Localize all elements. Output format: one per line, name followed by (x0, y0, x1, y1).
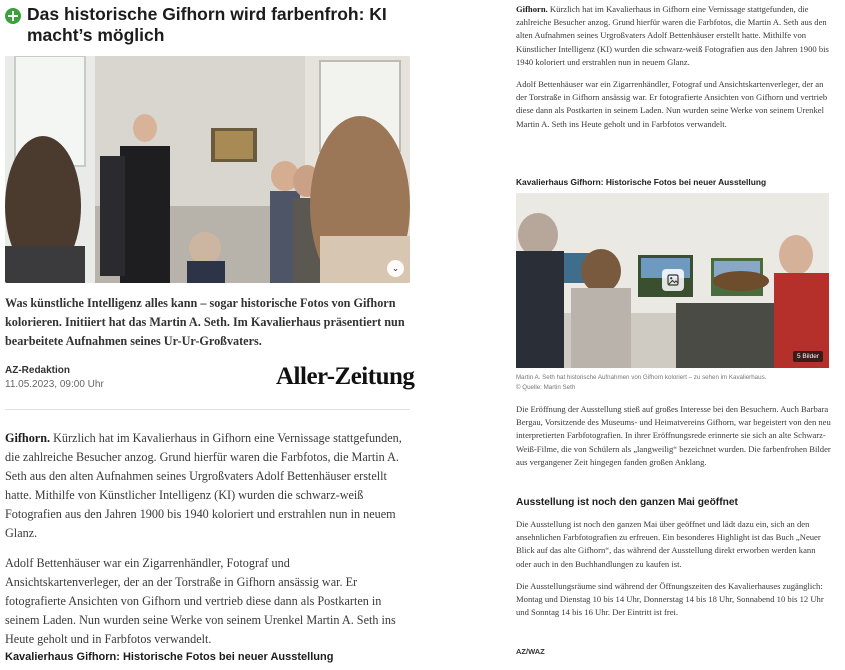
subheading-2: Ausstellung ist noch den ganzen Mai geöffnet (516, 497, 738, 508)
subheading-1: Kavalierhaus Gifhorn: Historische Fotos bei neuer Ausstellung (5, 651, 334, 663)
article-headline: Das historische Gifhorn wird farbenfroh: KI macht’s möglich (27, 4, 387, 45)
photo-caption (516, 373, 831, 392)
paragraph-5: Die Ausstellungsräume sind während der Öffnungszeiten des Kavalierhauses zugänglich: Montag und Dienstag 10 bis 14 Uhr, Donnerstag 14 bis 18 Uhr, Sonnabend 10 bis 12 Uhr und Sonntag 14 bis 16 Uhr. Der Eintritt ist frei. (516, 580, 824, 618)
gallery-photo[interactable] (516, 193, 829, 368)
paragraph-3: Die Eröffnung der Ausstellung stieß auf großes Interesse bei den Besuchern. Auch Barbara Bergau, Vorsitzende des Museums- und Heimatvereins Gifhorn, war begeistert von den neu interpretierten Farbfotografien. In ihrer Eröffnungsrede erinnerte sie sich an alte Schwarz-Weiß-Filme, die von Schülern als „langweilig“ bezeichnet wurden. Die farbenfrohen Bilder aus vergangener Zeit hingegen fanden großen Anklang. (516, 404, 831, 467)
paragraph-1 (5, 429, 405, 543)
paragraph-1-text: Kürzlich hat im Kavalierhaus in Gifhorn eine Vernissage stattgefunden, die zahlreiche Besucher anzog. Grund hierfür waren die Farbfotos, die Martin A. Seth aus den alten Aufnahmen seines Urgroßvaters Adolf Bettenhäuser erstellt hatte. Mithilfe von Künstlicher Intelligenz (KI) wurden die schwarz-weiß Fotografien aus den Jahren 1900 bis 1940 koloriert und erstrahlen nun in neuem Glanz. (5, 431, 402, 540)
main-photo-image (5, 56, 410, 283)
article-body-right-2 (516, 403, 831, 478)
paragraph-2: Adolf Bettenhäuser war ein Zigarrenhändler, Fotograf und Ansichtskartenverleger, der an der Torstraße in Gifhorn ansässig war. Er fotografierte Ansichten von Gifhorn und vertrieb diese dann als Postkarten in seinem Laden. Nun wurden seine Werke von seinem Urenkel Martin A. Seth ins Heute geholt und in Farbfotos verwandelt. (5, 556, 396, 646)
article-right-column (507, 0, 837, 670)
paragraph-1-repeat (516, 3, 831, 69)
image-count-badge[interactable]: 5 Bilder (793, 351, 823, 362)
main-photo[interactable] (5, 56, 410, 283)
author-name[interactable]: AZ-Redaktion (5, 365, 70, 376)
article-teaser: Was künstliche Intelligenz alles kann – sogar historische Fotos von Gifhorn kolorieren. Initiiert hat das Martin A. Seth. Im Kavalierhaus präsentiert nun bearbeitete Aufnahmen seines Ur-Ur-Großvaters. (5, 296, 405, 348)
divider (5, 409, 410, 410)
article-body-right-1 (516, 3, 831, 140)
article-credit: AZ/WAZ (516, 647, 545, 656)
caption-credit: © Quelle: Martin Seth (516, 383, 576, 391)
caption-text: Martin A. Seth hat historische Aufnahmen von Gifhorn koloriert – zu sehen im Kavalierhaus. (516, 374, 767, 381)
byline (5, 364, 104, 392)
paragraph-1-repeat-text: Kürzlich hat im Kavalierhaus in Gifhorn eine Vernissage stattgefunden, die zahlreiche Besucher anzog. Grund hierfür waren die Farbfotos, die Martin A. Seth aus den alten Aufnahmen seines Urgroßvaters Adolf Bettenhäuser erstellt hatte. Mithilfe von Künstlicher Intelligenz (KI) wurden die schwarz-weiß Fotografien aus den Jahren 1900 bis 1940 koloriert und erstrahlen nun in neuem Glanz. (516, 4, 829, 67)
dateline-repeat: Gifhorn. (516, 4, 548, 14)
publish-date: 11.05.2023, 09:00 Uhr (5, 379, 104, 390)
image-gallery-icon[interactable] (662, 269, 684, 291)
publication-logo[interactable]: Aller-Zeitung (276, 363, 415, 390)
paragraph-2-repeat: Adolf Bettenhäuser war ein Zigarrenhändler, Fotograf und Ansichtskartenverleger, der an der Torstraße in Gifhorn ansässig war. Er fotografierte Ansichten von Gifhorn und vertrieb diese dann als Postkarten in seinem Laden. Nun wurden seine Werke von seinem Urenkel Martin A. Seth ins Heute geholt und in Farbfotos verwandelt. (516, 79, 828, 129)
chevron-down-icon[interactable]: ⌄ (387, 260, 404, 277)
paragraph-4: Die Ausstellung ist noch den ganzen Mai über geöffnet und lädt dazu ein, sich an den ansehnlichen Farbfotografien zu erfreuen. Ein besonderes Highlight ist das Buch „Neuer Blick auf das alte Gifhorn“, das während der Ausstellung direkt erworben werden kann oder auch in den Buchhandlungen zu kaufen ist. (516, 519, 821, 569)
subheading-1-repeat: Kavalierhaus Gifhorn: Historische Fotos bei neuer Ausstellung (516, 177, 767, 187)
article-body-left (5, 429, 405, 660)
article-body-right-3 (516, 518, 831, 628)
plus-subscription-icon (5, 8, 21, 24)
article-left-column (0, 0, 420, 670)
headline-row (5, 4, 415, 46)
dateline: Gifhorn. (5, 431, 51, 445)
